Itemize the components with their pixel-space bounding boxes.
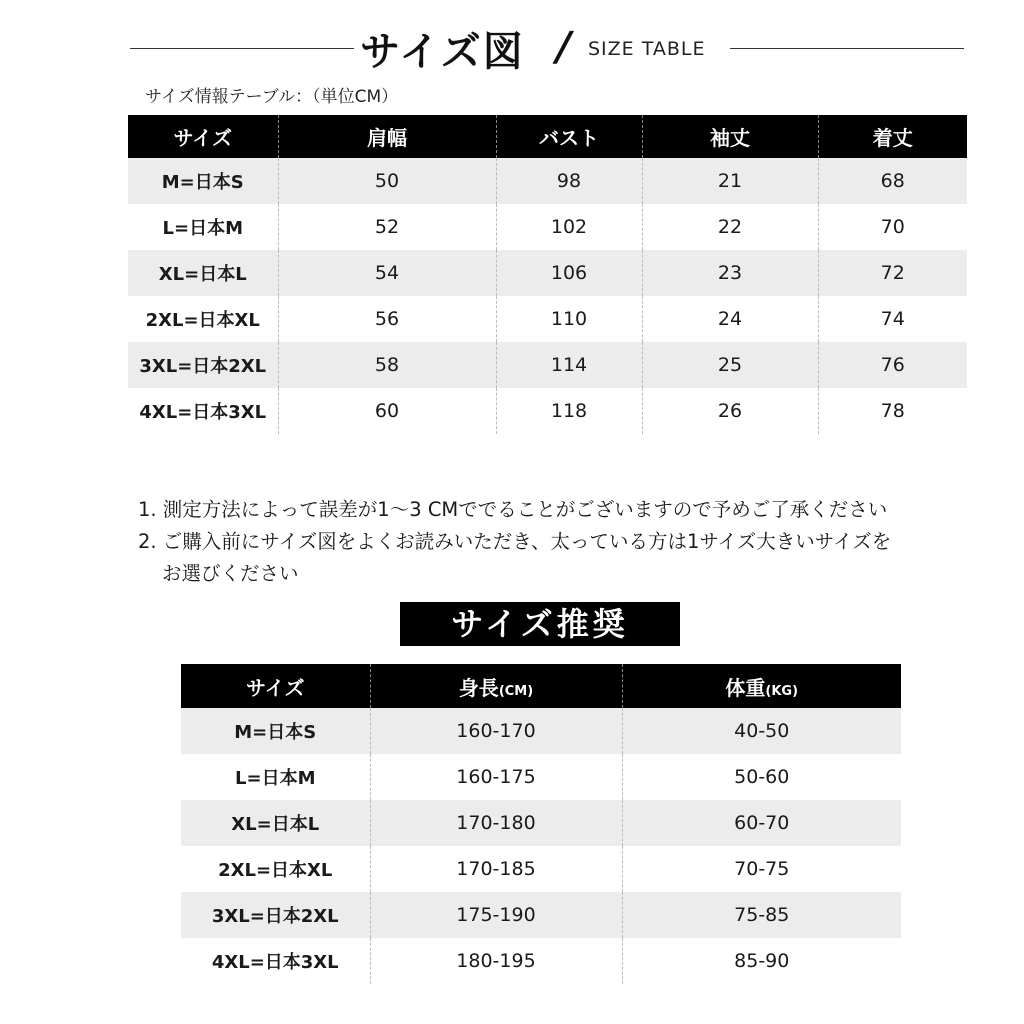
recommend-table-header	[181, 664, 901, 708]
rec-cell-weight: 40-50	[622, 708, 901, 754]
rec-cell-height: 180-195	[370, 938, 622, 984]
rec-header-weight-label: 体重	[725, 675, 766, 700]
rec-cell-weight: 60-70	[622, 800, 901, 846]
header-sleeve: 袖丈	[642, 115, 818, 158]
note-2-continued: お選びください	[162, 562, 299, 585]
cell-bust: 98	[496, 158, 642, 204]
note-2: 2. ご購入前にサイズ図をよくお読みいただき、太っている方は1サイズ大きいサイズを	[138, 530, 892, 553]
rec-cell-height: 175-190	[370, 892, 622, 938]
cell-sleeve: 22	[642, 204, 818, 250]
cell-size: 2XL=日本XL	[145, 310, 260, 331]
rec-cell-size: XL=日本L	[181, 800, 370, 846]
title-slash: /	[551, 24, 576, 70]
header-length: 着丈	[818, 115, 967, 158]
table-row	[181, 846, 901, 892]
rec-header-height-unit: (CM)	[498, 683, 534, 699]
table-row	[128, 342, 967, 388]
rec-cell-weight: 70-75	[622, 846, 901, 892]
rec-header-size: サイズ	[181, 664, 370, 708]
cell-shoulder: 52	[278, 204, 496, 250]
header-rule-right	[730, 48, 964, 49]
cell-sleeve: 26	[642, 388, 818, 434]
cell-length: 74	[818, 296, 967, 342]
cell-size: 4XL=日本3XL	[139, 402, 267, 423]
cell-shoulder: 60	[278, 388, 496, 434]
cell-shoulder: 56	[278, 296, 496, 342]
cell-shoulder: 54	[278, 250, 496, 296]
cell-sleeve: 24	[642, 296, 818, 342]
rec-header-weight-unit: (KG)	[765, 683, 799, 699]
rec-cell-weight: 75-85	[622, 892, 901, 938]
rec-cell-height: 160-170	[370, 708, 622, 754]
page-title: サイズ図	[360, 29, 525, 75]
cell-bust: 118	[496, 388, 642, 434]
recommend-title: サイズ推奨	[400, 602, 680, 646]
rec-header-height	[370, 664, 622, 708]
header-rule-left	[130, 48, 354, 49]
size-table-header	[128, 115, 967, 158]
cell-bust: 102	[496, 204, 642, 250]
rec-cell-weight: 85-90	[622, 938, 901, 984]
rec-cell-size: M=日本S	[181, 708, 370, 754]
cell-shoulder: 50	[278, 158, 496, 204]
cell-sleeve: 25	[642, 342, 818, 388]
cell-bust: 114	[496, 342, 642, 388]
size-table	[128, 115, 967, 434]
table-row	[128, 204, 967, 250]
cell-length: 68	[818, 158, 967, 204]
rec-cell-size: 3XL=日本2XL	[181, 892, 370, 938]
page-subtitle: SIZE TABLE	[588, 38, 706, 60]
table-row	[128, 296, 967, 342]
rec-header-height-label: 身長	[458, 675, 499, 700]
table-row	[128, 388, 967, 434]
header-shoulder: 肩幅	[278, 115, 496, 158]
table-row	[181, 754, 901, 800]
rec-cell-height: 170-185	[370, 846, 622, 892]
cell-sleeve: 21	[642, 158, 818, 204]
rec-cell-weight: 50-60	[622, 754, 901, 800]
table-row	[181, 892, 901, 938]
cell-size: XL=日本L	[128, 250, 278, 296]
cell-shoulder: 58	[278, 342, 496, 388]
cell-size: 3XL=日本2XL	[128, 342, 278, 388]
rec-header-weight	[622, 664, 901, 708]
cell-size: M=日本S	[128, 158, 278, 204]
cell-size: L=日本M	[162, 218, 243, 239]
note-1: 1. 測定方法によって誤差が1～3 CMででることがございますので予めご了承ください	[138, 498, 888, 521]
rec-cell-size: L=日本M	[235, 768, 316, 789]
table-row	[128, 158, 967, 204]
cell-length: 76	[818, 342, 967, 388]
rec-cell-size: 4XL=日本3XL	[211, 952, 339, 973]
table-row	[181, 938, 901, 984]
rec-cell-height: 160-175	[370, 754, 622, 800]
rec-cell-height: 170-180	[370, 800, 622, 846]
notes	[138, 494, 891, 590]
cell-length: 78	[818, 388, 967, 434]
header-size: サイズ	[128, 115, 278, 158]
table-row	[128, 250, 967, 296]
table-row	[181, 708, 901, 754]
cell-length: 70	[818, 204, 967, 250]
table-caption: サイズ情報テーブル：（単位CM）	[145, 87, 399, 107]
rec-cell-size: 2XL=日本XL	[218, 860, 333, 881]
cell-length: 72	[818, 250, 967, 296]
recommend-table	[181, 664, 901, 984]
cell-bust: 110	[496, 296, 642, 342]
header-bust: バスト	[496, 115, 642, 158]
page-header	[0, 18, 1024, 78]
cell-bust: 106	[496, 250, 642, 296]
table-row	[181, 800, 901, 846]
cell-sleeve: 23	[642, 250, 818, 296]
